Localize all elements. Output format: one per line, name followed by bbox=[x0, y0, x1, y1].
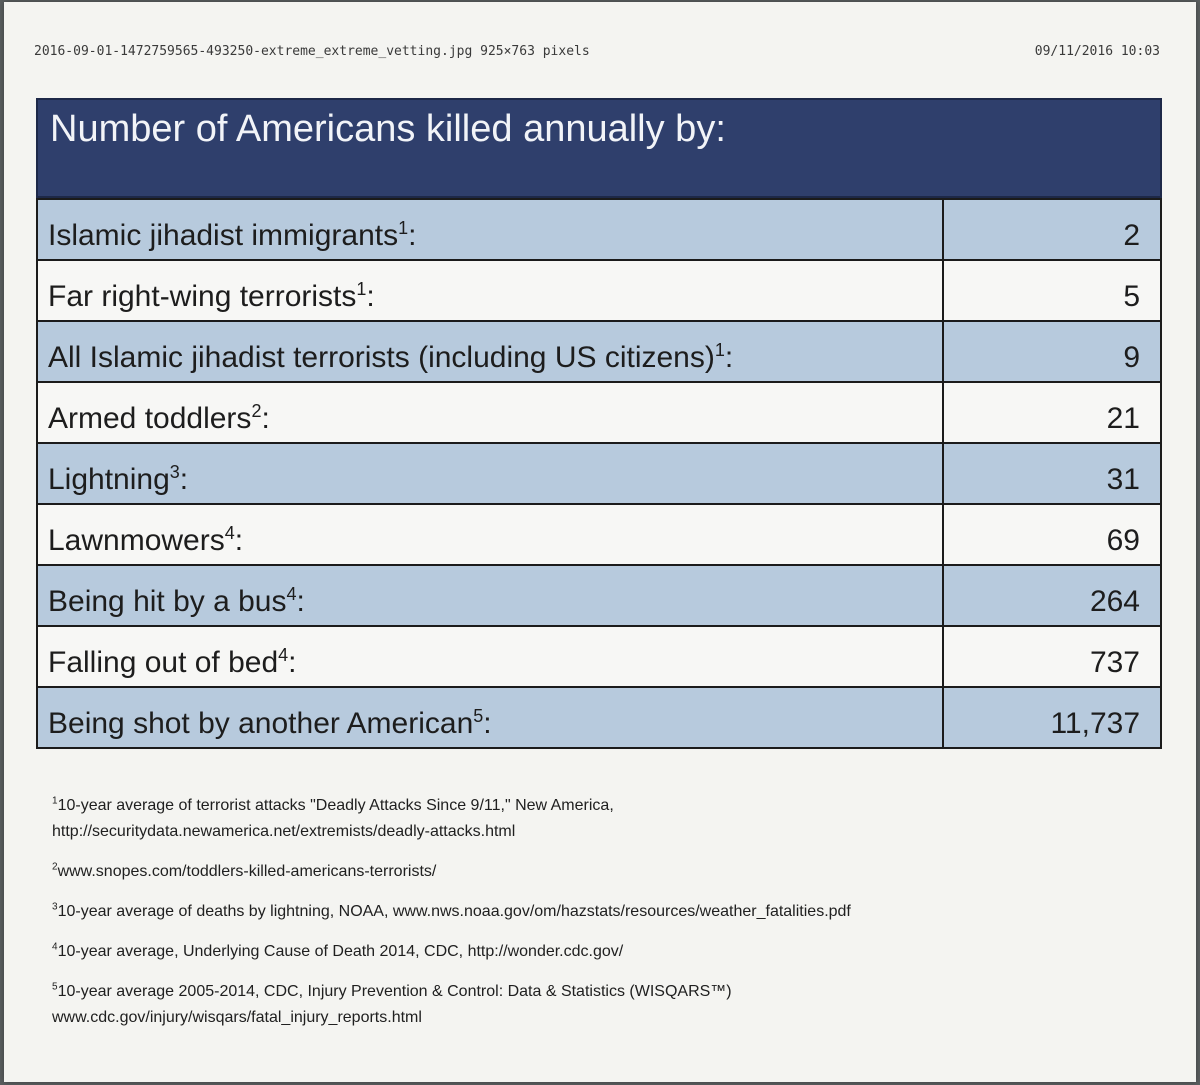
footnotes bbox=[52, 792, 1152, 1044]
footnote-number: 3 bbox=[52, 901, 58, 913]
footnote-text: 10-year average, Underlying Cause of Death 2014, CDC, http://wonder.cdc.gov/ bbox=[57, 943, 624, 960]
label-colon: : bbox=[296, 585, 305, 618]
label-colon: : bbox=[234, 524, 244, 557]
footnote-ref: 4 bbox=[286, 584, 297, 604]
row-label: Far right-wing terrorists bbox=[48, 280, 357, 313]
footnote-line bbox=[52, 898, 1152, 926]
table-row bbox=[37, 382, 1161, 443]
footnote bbox=[52, 938, 1152, 966]
footnote-text: 10-year average of terrorist attacks "Deadly Attacks Since 9/11," New America, bbox=[57, 797, 614, 814]
footnote-number: 1 bbox=[52, 795, 58, 807]
print-filename: 2016-09-01-1472759565-493250-extreme_extreme_vetting.jpg 925×763 pixels bbox=[34, 44, 590, 59]
footnote-line bbox=[52, 792, 1152, 820]
row-label: Falling out of bed bbox=[48, 646, 279, 679]
label-colon: : bbox=[261, 402, 270, 435]
table-row bbox=[37, 565, 1161, 626]
row-label: Islamic jihadist immigrants bbox=[48, 219, 399, 252]
footnote-ref: 2 bbox=[251, 401, 262, 421]
row-label-cell bbox=[37, 321, 943, 382]
row-value: 9 bbox=[943, 321, 1161, 382]
row-label: Being shot by another American bbox=[48, 707, 474, 740]
print-datetime: 09/11/2016 10:03 bbox=[1034, 44, 1160, 59]
row-value: 21 bbox=[943, 382, 1161, 443]
footnote-url: www.cdc.gov/injury/wisqars/fatal_injury_reports.html bbox=[52, 1009, 422, 1026]
table-row bbox=[37, 687, 1161, 748]
table-body bbox=[36, 198, 1162, 749]
print-header bbox=[34, 44, 1160, 59]
table-row bbox=[37, 626, 1161, 687]
row-label: Lawnmowers bbox=[48, 524, 225, 557]
row-value: 5 bbox=[943, 260, 1161, 321]
row-label-cell bbox=[37, 199, 943, 260]
row-value: 31 bbox=[943, 443, 1161, 504]
footnote-text: 10-year average 2005-2014, CDC, Injury Prevention & Control: Data & Statistics (WISQARS™) bbox=[57, 983, 732, 1000]
row-label-cell bbox=[37, 504, 943, 565]
row-value: 69 bbox=[943, 504, 1161, 565]
row-value: 2 bbox=[943, 199, 1161, 260]
row-label: Lightning bbox=[48, 463, 170, 496]
footnote-ref: 4 bbox=[278, 645, 289, 665]
footnote bbox=[52, 858, 1152, 886]
row-label-cell bbox=[37, 687, 943, 748]
footnote-ref: 4 bbox=[224, 523, 235, 543]
table-row bbox=[37, 199, 1161, 260]
row-label-cell bbox=[37, 565, 943, 626]
footnote-ref: 1 bbox=[398, 218, 409, 238]
footnote-ref: 3 bbox=[169, 462, 180, 482]
footnote bbox=[52, 978, 1152, 1032]
label-colon: : bbox=[483, 707, 492, 740]
footnote-text: www.snopes.com/toddlers-killed-americans-terrorists/ bbox=[57, 863, 437, 880]
label-colon: : bbox=[179, 463, 189, 496]
row-label-cell bbox=[37, 443, 943, 504]
footnote-url: http://securitydata.newamerica.net/extremists/deadly-attacks.html bbox=[52, 823, 516, 840]
row-label-cell bbox=[37, 382, 943, 443]
label-colon: : bbox=[408, 219, 417, 252]
label-colon: : bbox=[724, 341, 734, 374]
row-value: 11,737 bbox=[943, 687, 1161, 748]
footnote-line bbox=[52, 938, 1152, 966]
row-label-cell bbox=[37, 626, 943, 687]
row-label: All Islamic jihadist terrorists (including US citizens) bbox=[48, 341, 715, 374]
table-row bbox=[37, 260, 1161, 321]
deaths-table bbox=[36, 98, 1162, 749]
row-label: Being hit by a bus bbox=[48, 585, 287, 618]
row-label-cell bbox=[37, 260, 943, 321]
footnote-number: 5 bbox=[52, 981, 58, 993]
footnote-ref: 1 bbox=[714, 340, 725, 360]
footnote-number: 2 bbox=[52, 861, 58, 873]
footnote bbox=[52, 898, 1152, 926]
table-title: Number of Americans killed annually by: bbox=[36, 98, 1162, 198]
table-row bbox=[37, 504, 1161, 565]
footnote-ref: 1 bbox=[356, 279, 367, 299]
table-row bbox=[37, 321, 1161, 382]
label-colon: : bbox=[288, 646, 297, 679]
footnote-line bbox=[52, 858, 1152, 886]
footnote-line bbox=[52, 978, 1152, 1006]
row-value: 737 bbox=[943, 626, 1161, 687]
row-label: Armed toddlers bbox=[48, 402, 252, 435]
footnote-number: 4 bbox=[52, 941, 58, 953]
footnote-ref: 5 bbox=[473, 706, 484, 726]
label-colon: : bbox=[366, 280, 375, 313]
footnote bbox=[52, 792, 1152, 846]
row-value: 264 bbox=[943, 565, 1161, 626]
table-row bbox=[37, 443, 1161, 504]
footnote-text: 10-year average of deaths by lightning, NOAA, www.nws.noaa.gov/om/hazstats/resources/weather_fatalities.pdf bbox=[57, 903, 851, 920]
